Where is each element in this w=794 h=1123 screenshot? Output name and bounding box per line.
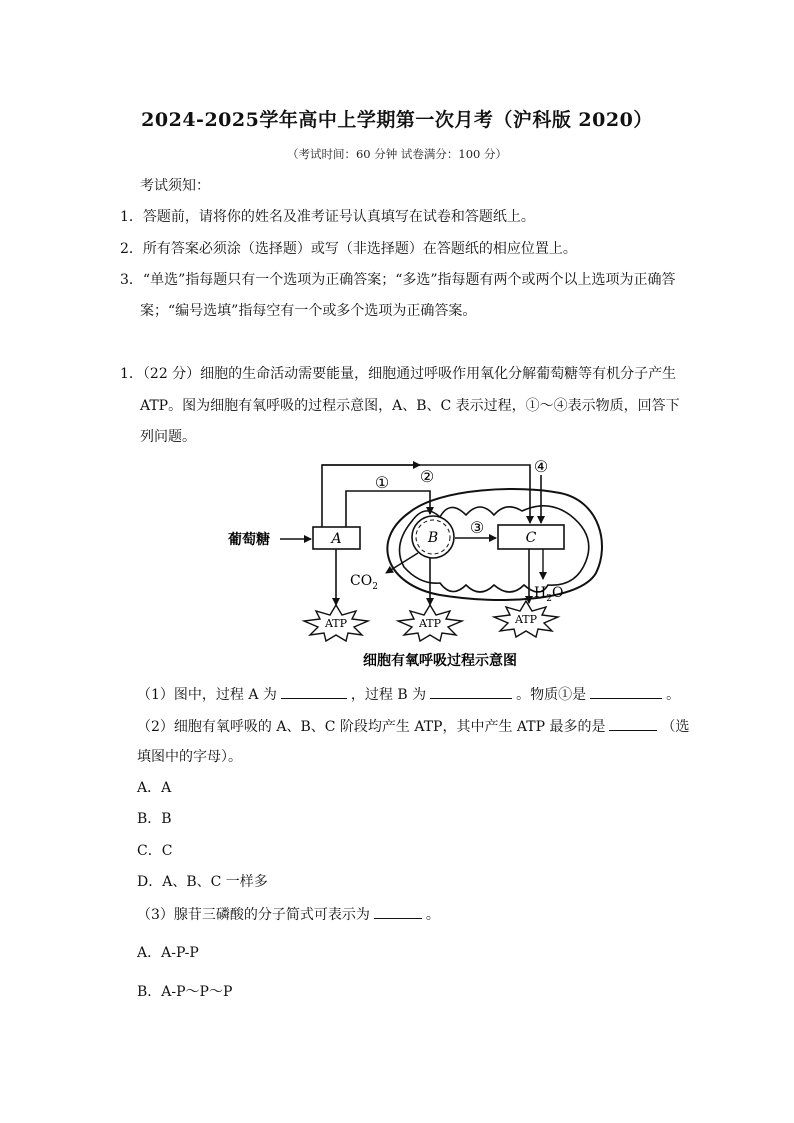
marker-2: ② xyxy=(419,467,435,486)
option-2a[interactable]: A．A xyxy=(137,780,172,796)
notice-item-1: 1．答题前，请将你的姓名及准考证号认真填写在试卷和答题纸上。 xyxy=(120,209,535,225)
subquestion-2-line-2: 填图中的字母）。 xyxy=(137,749,242,765)
option-3b[interactable]: B．A-P～P～P xyxy=(137,984,233,1000)
question-1-stem-line-2: ATP。图为细胞有氧呼吸的过程示意图，A、B、C 表示过程，①～④表示物质，回答下 xyxy=(140,398,680,414)
subquestion-2-line-1: （2）细胞有氧呼吸的 A、B、C 阶段均产生 ATP，其中产生 ATP 最多的是 （选 xyxy=(137,716,689,737)
svg-text:ATP: ATP xyxy=(324,617,348,630)
svg-text:ATP: ATP xyxy=(418,617,442,630)
box-a-label: A xyxy=(331,531,342,547)
notice-item-2: 2．所有答案必须涂（选择题）或写（非选择题）在答题纸的相应位置上。 xyxy=(120,241,577,257)
marker-4: ④ xyxy=(533,457,549,476)
question-1-stem-line-3: 列问题。 xyxy=(140,429,196,445)
answer-blank[interactable] xyxy=(374,904,422,919)
subquestion-1: （1）图中，过程 A 为 ，过程 B 为 。物质①是 。 xyxy=(137,684,680,705)
subquestion-3: （3）腺苷三磷酸的分子简式可表示为 。 xyxy=(137,904,440,925)
aerobic-respiration-diagram xyxy=(0,455,794,680)
marker-3: ③ xyxy=(469,518,485,537)
figure-caption: 细胞有氧呼吸过程示意图 xyxy=(363,653,517,669)
marker-1: ① xyxy=(374,473,390,492)
page-title: 2024-2025学年高中上学期第一次月考（沪科版 2020） xyxy=(141,109,653,131)
circle-b-label: B xyxy=(427,530,439,546)
option-2b[interactable]: B．B xyxy=(137,811,172,827)
notice-item-3-cont: 案；“编号选填”指每空有一个或多个选项为正确答案。 xyxy=(140,303,477,319)
notice-heading: 考试须知： xyxy=(140,178,210,194)
box-c-label: C xyxy=(525,530,537,546)
answer-blank[interactable] xyxy=(609,716,657,731)
co2-label: $CO_2$ xyxy=(350,573,378,592)
h2o-label: $H_2O$ xyxy=(534,585,564,604)
question-1-stem-line-1: 1．（22 分）细胞的生命活动需要能量，细胞通过呼吸作用氧化分解葡萄糖等有机分子产生 xyxy=(120,366,677,382)
option-2c[interactable]: C．C xyxy=(137,843,173,859)
notice-item-3: 3．“单选”指每题只有一个选项为正确答案；“多选”指每题有两个或两个以上选项为正确答 xyxy=(120,272,676,288)
option-3a[interactable]: A．A-P-P xyxy=(137,945,199,961)
atp-burst-b xyxy=(398,605,462,641)
atp-burst-a xyxy=(304,605,368,641)
exam-info: （考试时间：60 分钟 试卷满分：100 分） xyxy=(286,147,508,161)
answer-blank[interactable] xyxy=(430,684,512,699)
option-2d[interactable]: D．A、B、C 一样多 xyxy=(137,874,268,890)
glucose-label: 葡萄糖 xyxy=(228,532,270,548)
atp-burst-c xyxy=(494,601,558,637)
answer-blank[interactable] xyxy=(281,684,347,699)
answer-blank[interactable] xyxy=(590,684,662,699)
svg-text:ATP: ATP xyxy=(514,613,538,626)
